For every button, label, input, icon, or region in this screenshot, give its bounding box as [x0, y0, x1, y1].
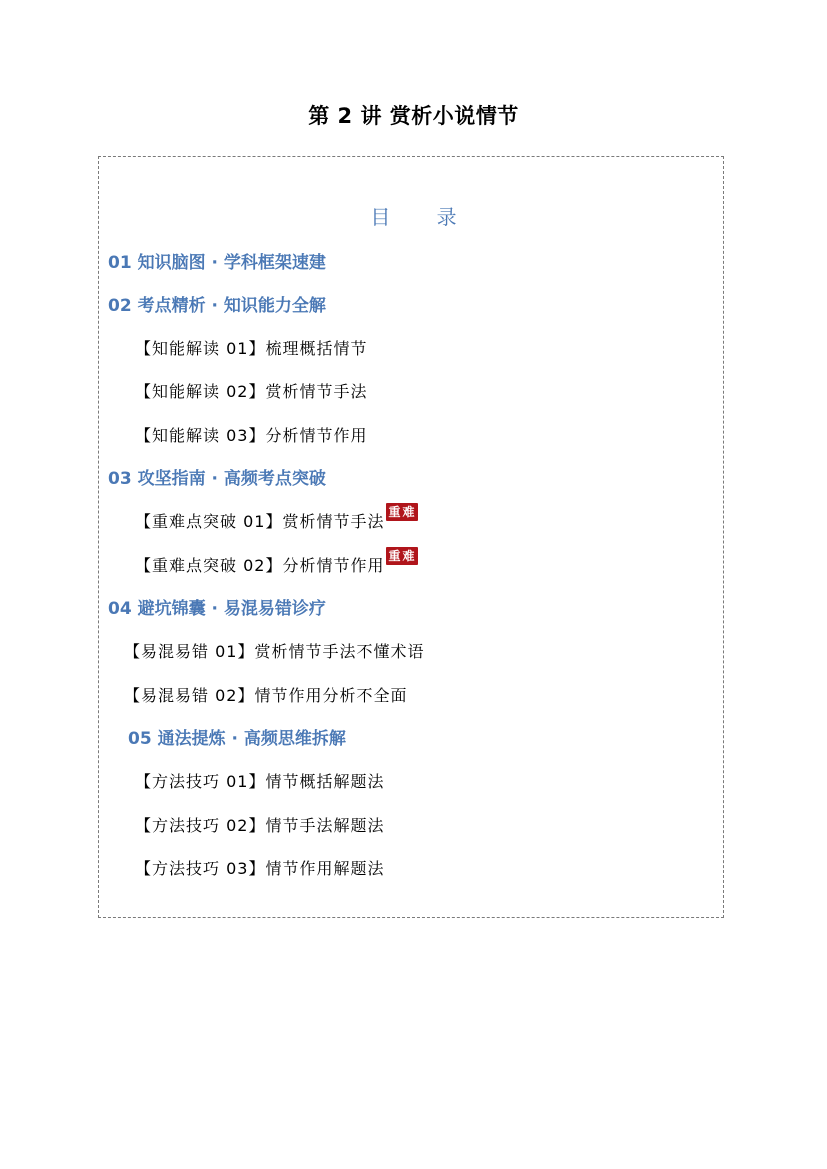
toc-entry-zhineng-01[interactable]: 【知能解读 01】梳理概括情节: [135, 339, 368, 358]
toc-entry-yihun-02[interactable]: 【易混易错 02】情节作用分析不全面: [124, 686, 408, 705]
toc-entry-label: 【重难点突破 01】赏析情节手法: [135, 512, 385, 531]
page-title: 第 2 讲 赏析小说情节: [308, 104, 519, 128]
toc-entry-zhineng-02[interactable]: 【知能解读 02】赏析情节手法: [135, 382, 368, 401]
toc-section-04[interactable]: 04 避坑锦囊 · 易混易错诊疗: [108, 599, 326, 619]
toc-heading: 目 录: [370, 205, 477, 229]
difficulty-badge: 重难: [388, 505, 417, 519]
toc-entry-zhongnan-02[interactable]: [135, 549, 418, 577]
toc-entry-yihun-01[interactable]: 【易混易错 01】赏析情节手法不懂术语: [124, 642, 425, 661]
toc-section-03[interactable]: 03 攻坚指南 · 高频考点突破: [108, 469, 326, 489]
difficulty-badge: 重难: [388, 549, 417, 563]
toc-section-05[interactable]: 05 通法提炼 · 高频思维拆解: [128, 729, 346, 749]
toc-entry-zhongnan-01[interactable]: [135, 505, 418, 533]
toc-section-02[interactable]: 02 考点精析 · 知识能力全解: [108, 296, 326, 316]
toc-entry-fangfa-02[interactable]: 【方法技巧 02】情节手法解题法: [135, 816, 385, 835]
toc-section-01[interactable]: 01 知识脑图 · 学科框架速建: [108, 253, 326, 273]
toc-entry-label: 【重难点突破 02】分析情节作用: [135, 556, 385, 575]
toc-entry-zhineng-03[interactable]: 【知能解读 03】分析情节作用: [135, 426, 368, 445]
toc-entry-fangfa-03[interactable]: 【方法技巧 03】情节作用解题法: [135, 859, 385, 878]
toc-entry-fangfa-01[interactable]: 【方法技巧 01】情节概括解题法: [135, 772, 385, 791]
